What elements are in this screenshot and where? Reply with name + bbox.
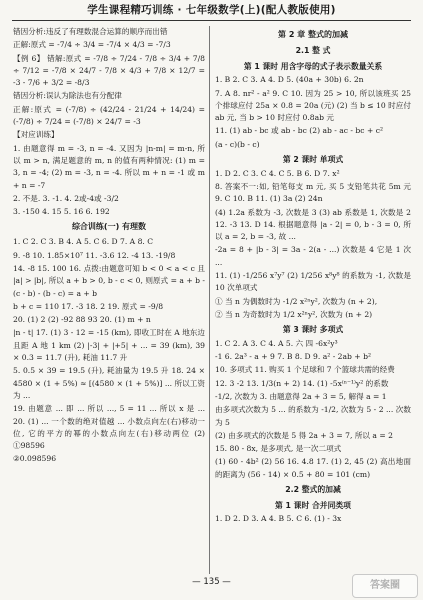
answer-paragraph: ②0.098596	[13, 454, 57, 464]
answer-paragraph: 【例 6】 错解:原式 = -7/8 ÷ 7/24 - 7/8 ÷ 3/4 + 7/8 ÷ 7/12 = -7/8 × 24/7 - 7/8 × 4/3 + 7/8 × 12/7 = -3 - 7/6 + 3/2 = -8/3	[13, 53, 205, 88]
watermark-logo: 答案圈	[352, 574, 418, 598]
answer-paragraph: 15. 80 - 8x, 是多项式, 是一次二项式	[215, 444, 342, 454]
answer-paragraph: -2a = 8 + |b - 3| = 3a - 2(a - ...) 次数是 4 它是 1 次 ...	[215, 245, 411, 267]
section-heading: 综合训练(一) 有理数	[71, 222, 147, 232]
answer-paragraph: 2. 不是. 3. -1. 4. 2或-4或 -3/2	[13, 193, 119, 203]
right-column	[215, 26, 411, 574]
page-header: 学生课程精巧训练 · 七年级数学(上)(配人教版使用)	[87, 4, 336, 16]
answer-paragraph: 1. C 2. A 3. C 4. A 5. 六 四 -6x²y³	[215, 338, 338, 348]
sub-heading: 第 3 课时 多项式	[282, 325, 344, 335]
sub-heading: 第 1 课时 用含字母的式子表示数量关系	[243, 61, 383, 71]
answer-paragraph: (4) 1.2a 系数为 -3, 次数是 3 (3) ab 系数是 1, 次数是 2 12. -3 13. D 14. 根据题意得 |a - 2| = 0, b - 3 = 0, 所以 a = 2, b = -3, 故 ...	[215, 207, 411, 242]
answer-paragraph: |n - t| 17. (1) 3 - 12 = -15 (km), 即收工时在 A 地东边且距 A 地 1 km (2) |-3| + |+5| + ... = 39 (km), 39 × 0.3 = 11.7 (升), 耗油 11.7 升	[13, 328, 205, 363]
sub-heading: 2.2 整式的加减	[285, 485, 341, 495]
answer-paragraph: 14. -8 15. 100 16. 点拨:由题意可知 b < 0 < a < c 且 |a| > |b|, 所以 a + b > 0, b - c < 0, 则原式 = a + b - (c - b) - (b - c) = a + b	[13, 264, 205, 298]
answer-paragraph: (1) 60 - 4b² (2) 56 16. 4.8 17. (1) 2, 45 (2) 高出地面的距离为 (56 - 14) × 0.5 + 80 = 101 (cm)	[215, 457, 411, 479]
answer-paragraph: ① 当 n 为偶数时为 -1/2 x²ⁿy², 次数为 (n + 2),	[215, 296, 378, 306]
answer-paragraph: 1. B 2. C 3. A 4. D 5. (40a + 30b) 6. 2n	[215, 75, 364, 85]
answer-paragraph: b + c = 110 17. -3 18. 2 19. 原式 = -9/8	[13, 301, 164, 311]
answer-paragraph: 1. D 2. D 3. A 4. B 5. C 6. (1) - 3x	[215, 514, 342, 524]
page-number: — 135 —	[192, 577, 231, 587]
answer-paragraph: 1. C 2. C 3. B 4. A 5. C 6. D 7. A 8. C	[13, 237, 154, 247]
column-divider	[209, 26, 210, 574]
answer-paragraph: 5. 0.5 × 39 = 19.5 (升), 耗油量为 19.5 升 18. 24 × 4580 × (1 + 5%) ≈ [(4580 × (1 + 5%)] ... 所以工资为 ...	[13, 366, 205, 400]
answer-paragraph: 10. 多项式 11. 购买 1 个足球和 7 个篮球共需的经费	[215, 365, 395, 375]
left-column	[13, 26, 205, 574]
answer-paragraph: 正解:原式 = (-7/8) ÷ (42/24 - 21/24 + 14/24) = (-7/8) ÷ 7/24 = (-7/8) × 24/7 = -3	[13, 104, 205, 127]
answer-paragraph: (a - c)(b - c)	[215, 139, 260, 149]
answer-paragraph: 3. -150 4. 15 5. 16 6. 192	[13, 207, 110, 217]
answer-paragraph: 9. -8 10. 1.85×10⁷ 11. -3.6 12. -4 13. -19/8	[13, 250, 176, 260]
answer-paragraph: 由多项式次数为 5 ... 的系数为 -1/2, 次数为 5 - 2 ... 次数为 5	[215, 405, 411, 427]
answer-paragraph: 7. A 8. nr² - a² 9. C 10. 因为 25 > 10, 所以该班买 25 个排球应付 25a × 0.8 = 20a (元) (2) 当 b ≤ 10 时应付 ab 元, 当 b > 10 时应付 0.8ab 元	[215, 88, 411, 123]
section-heading: 第 2 章 整式的加减	[278, 30, 348, 39]
sub-heading: 第 2 课时 单项式	[282, 154, 344, 164]
answer-paragraph: 【对应训练】	[13, 130, 59, 140]
answer-paragraph: 1. D 2. C 3. C 4. C 5. B 6. D 7. x²	[215, 168, 340, 178]
answer-paragraph: -1 6. 2a³ - a + 9 7. B 8. D 9. a² - 2ab + b²	[215, 352, 371, 362]
sub-heading: 2.1 整 式	[295, 45, 331, 55]
answer-paragraph: 11. (1) ab - bc 或 ab - bc (2) ab - ac - bc + c²	[215, 126, 384, 136]
answer-paragraph: 8. 答案不一:如, 铅笔每支 m 元, 买 5 支铅笔共花 5m 元 9. C 10. B 11. (1) 3a (2) 24n	[215, 181, 411, 204]
header-rule	[12, 20, 411, 21]
answer-paragraph: 1. 由题意得 m = -3, n = -4. 又因为 |n-m| = m-n, 所以 m > n, 满足题意的 m, n 的值有两种情况: (1) m = 3, n = -4; (2) m = -3, n = -4. 所以 m + n = -1 或 m + n = -7	[13, 143, 205, 190]
answer-paragraph: 20. (1) 2 (2) -92 88 93 20. (1) m + n	[13, 315, 151, 325]
answer-paragraph: ② 当 n 为奇数时为 1/2 x²ⁿy², 次数为 (n + 2)	[215, 309, 373, 319]
answer-paragraph: 正解:原式 = -7/4 ÷ 3/4 = -7/4 × 4/3 = -7/3	[13, 40, 171, 50]
answer-paragraph: 11. (1) -1/256 x⁷y⁷ (2) 1/256 x⁸y⁸ 的系数为 -1, 次数是 10 次单项式	[215, 270, 411, 293]
answer-paragraph: 19. 由题意 ... 即 ... 所以 ..., 5 = 11 ... 所以 x 是 ... 20. (1) ... 一个数的绝对值越 ... 小数点向左(右)移动一位, 它的平方的幂的小数点向左(右)移动两位 (2) ①98596	[13, 404, 205, 451]
answer-paragraph: 12. 3 -2 13. 1/3(n + 2) 14. (1) -5x⁽ⁿ⁻¹⁾y² 的系数	[215, 378, 389, 388]
answer-paragraph: 错因分析:违反了有理数混合运算的顺序而出错	[13, 27, 168, 36]
answer-paragraph: -1/2, 次数为 3. 由题意得 2a + 3 = 5, 解得 a = 1	[215, 391, 387, 401]
sub-heading: 第 1 课时 合并同类项	[275, 500, 351, 510]
answer-paragraph: (2) 由多项式的次数是 5 得 2a + 3 = 7, 所以 a = 2	[215, 430, 393, 440]
answer-paragraph: 错因分析:误认为除法也有分配律	[13, 91, 122, 101]
